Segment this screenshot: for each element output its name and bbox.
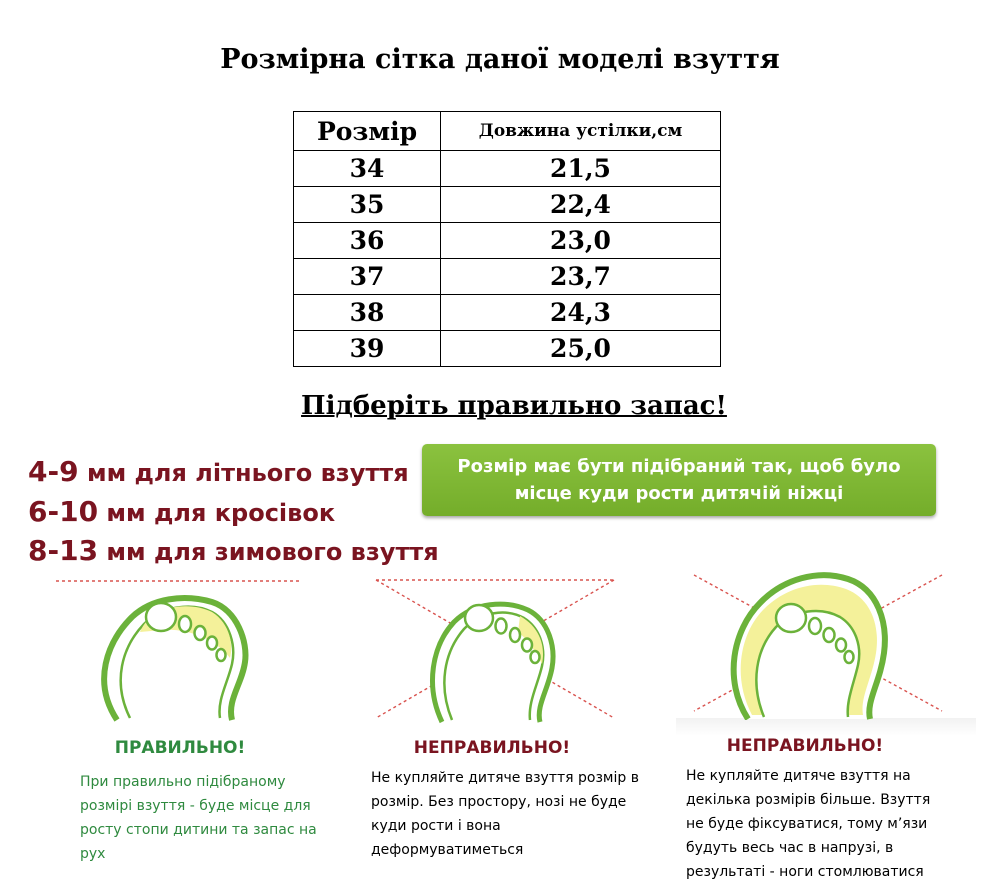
description-incorrect-big: Не купляйте дитяче взуття на декілька розмірів більше. Взуття не буде фіксуватися, тому м’язи будуть весь час в напрузі, в результаті - ноги стомлюватися — [686, 768, 931, 880]
size-table — [293, 111, 721, 367]
section-subtitle — [0, 391, 1000, 421]
growth-room-note — [422, 444, 936, 516]
size-cell: 38 — [294, 295, 441, 331]
description-correct: При правильно підібраному розмірі взуття - буде місце для росту стопи дитини та запас на рух — [80, 774, 317, 862]
toe — [217, 649, 226, 661]
allowance-range: 6-10 — [28, 495, 99, 528]
allowance-text: мм для літнього взуття — [78, 459, 409, 487]
length-cell: 23,7 — [441, 259, 721, 295]
verdict-incorrect-small: НЕПРАВИЛЬНО! — [413, 738, 571, 758]
growth-room-note-text: Розмір має бути підібраний так, щоб було місце куди рости дитячій ніжці — [457, 456, 901, 504]
toe — [179, 616, 191, 632]
table-row — [294, 151, 721, 187]
table-row — [294, 223, 721, 259]
length-cell: 25,0 — [441, 331, 721, 367]
toe — [195, 626, 206, 640]
length-cell: 22,4 — [441, 187, 721, 223]
size-cell: 36 — [294, 223, 441, 259]
verdict-incorrect-big: НЕПРАВИЛЬНО! — [726, 736, 884, 756]
toe — [510, 628, 520, 642]
length-cell: 21,5 — [441, 151, 721, 187]
length-cell: 23,0 — [441, 223, 721, 259]
toe — [845, 651, 854, 663]
header-insole-length: Довжина устілки,см — [441, 112, 721, 151]
foot-too-small-illustration — [370, 574, 620, 724]
size-cell: 37 — [294, 259, 441, 295]
foot-correct-illustration — [52, 572, 304, 722]
faded-background-strip — [676, 718, 976, 736]
table-header-row — [294, 112, 721, 151]
toe — [522, 639, 532, 652]
toe — [531, 651, 540, 663]
description-incorrect-small: Не купляйте дитяче взуття розмір в розмір. Без простору, нозі не буде куди рости і вона деформуватиметься — [371, 770, 639, 858]
size-cell: 35 — [294, 187, 441, 223]
allowance-range: 8-13 — [28, 534, 99, 567]
allowance-sneakers — [28, 495, 335, 528]
toe — [809, 618, 821, 634]
big-toe — [465, 605, 493, 631]
toe — [496, 619, 507, 634]
big-toe — [146, 603, 176, 631]
size-cell: 39 — [294, 331, 441, 367]
toe — [836, 639, 846, 652]
length-cell: 24,3 — [441, 295, 721, 331]
allowance-range: 4-9 — [28, 455, 79, 488]
toe — [824, 628, 835, 642]
table-row — [294, 259, 721, 295]
allowance-summer — [28, 455, 409, 488]
toe — [207, 637, 217, 650]
header-size: Розмір — [294, 112, 441, 151]
page-title: Розмірна сітка даної моделі взуття — [220, 44, 780, 75]
table-row — [294, 331, 721, 367]
size-cell: 34 — [294, 151, 441, 187]
subtitle-text: Підберіть правильно запас! — [301, 391, 727, 421]
verdict-correct: ПРАВИЛЬНО! — [114, 738, 246, 758]
allowance-text: мм для кросівок — [98, 499, 336, 527]
allowance-winter — [28, 534, 439, 567]
table-row — [294, 187, 721, 223]
table-row — [294, 295, 721, 331]
allowance-text: мм для зимового взуття — [98, 538, 439, 566]
foot-too-big-illustration — [688, 565, 950, 720]
big-toe — [776, 604, 806, 632]
